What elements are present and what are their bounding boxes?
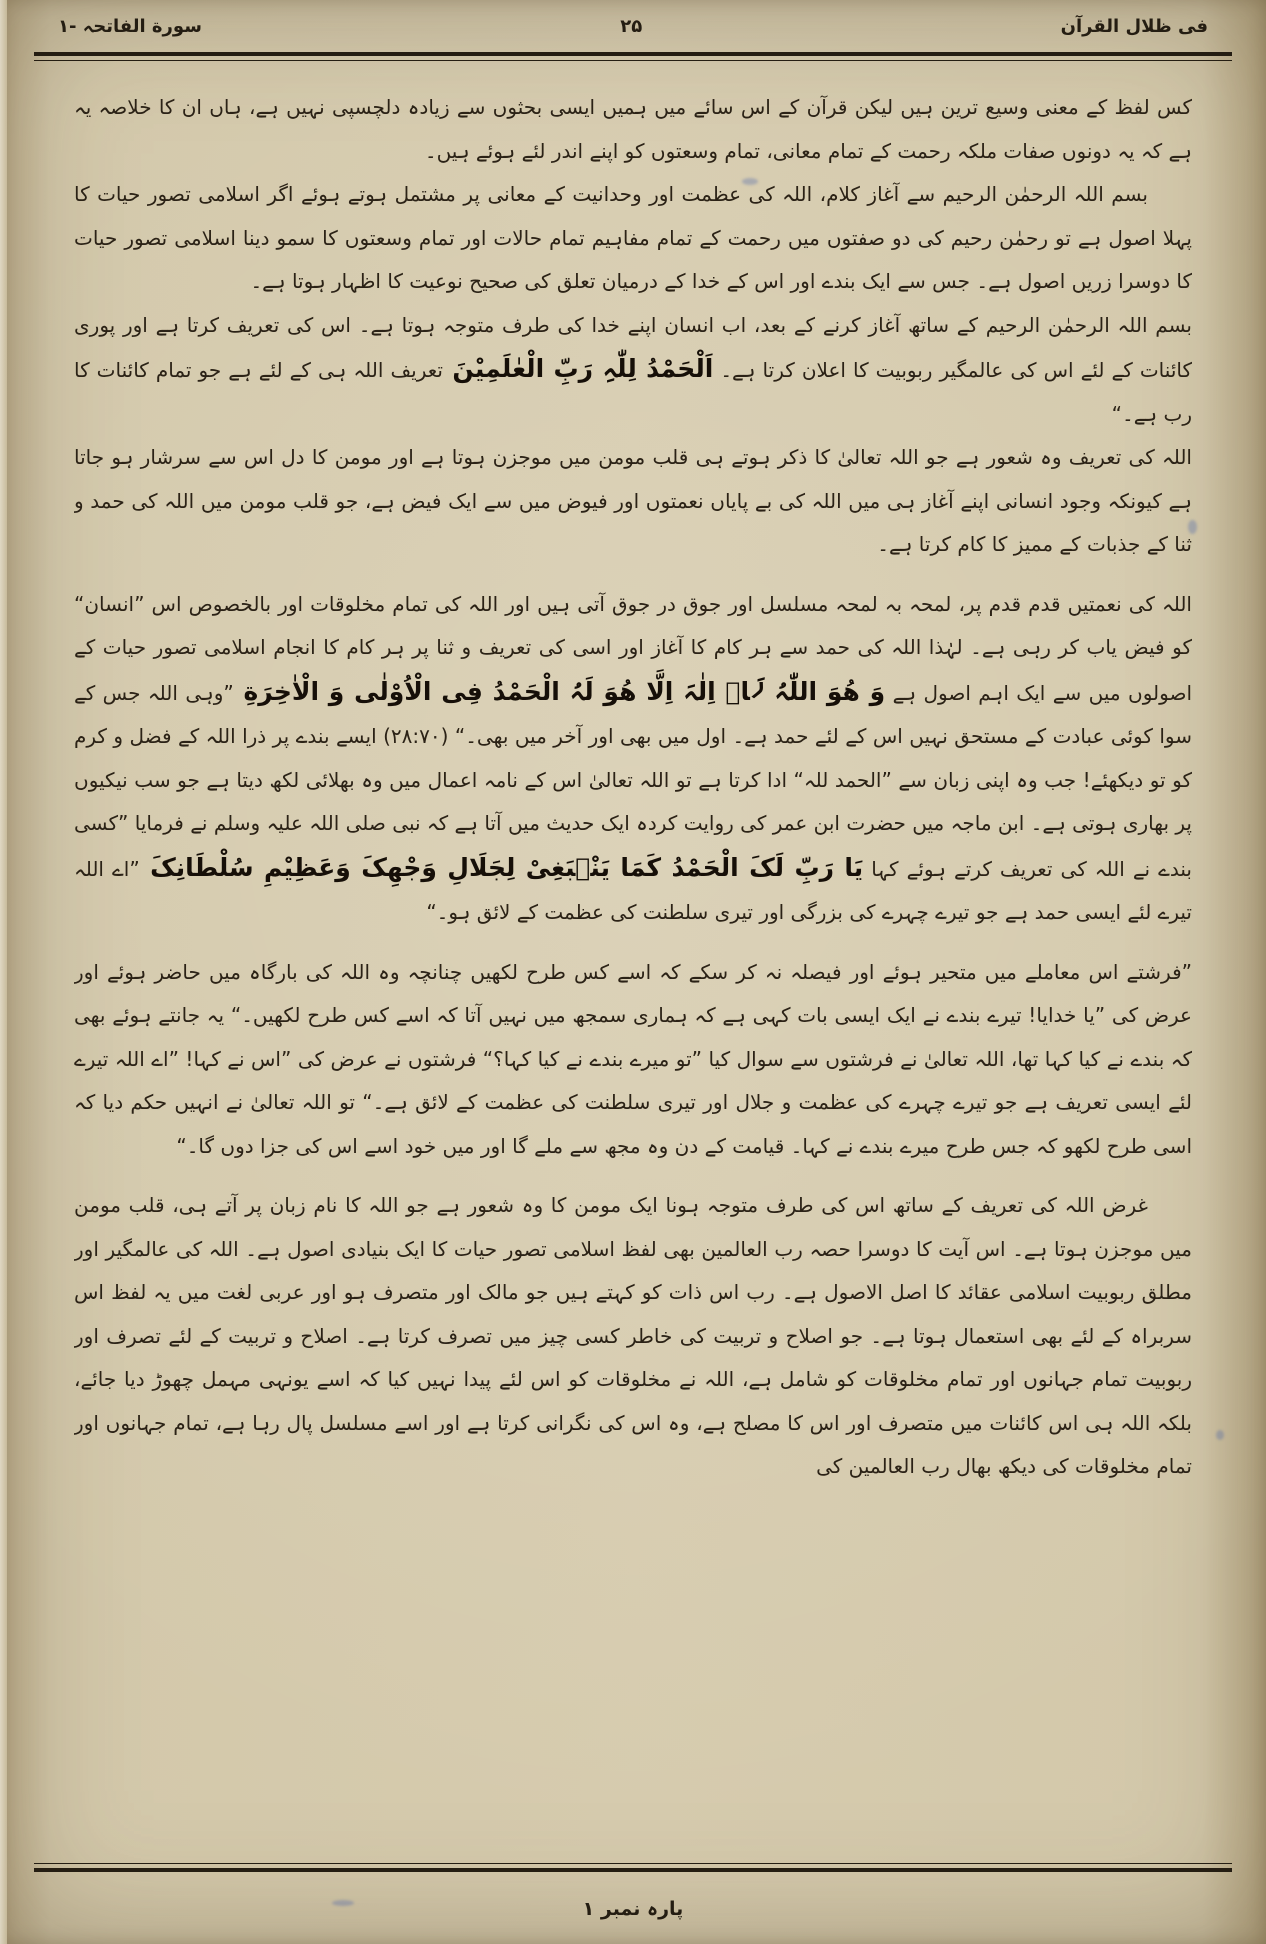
urdu-body-text: غرض اللہ کی تعریف کے ساتھ اس کی طرف متوجہ ہونا ایک مومن کا وہ شعور ہے جو اللہ کا نام زبان پر آتے ہی، قلب مومن میں موجزن ہوتا ہے۔ اس آیت کا دوسرا حصہ رب العالمین بھی لفظ اسلامی تصور حیات کا ایک بنیادی اصول ہے۔ اللہ کی عالمگیر اور مطلق ربوبیت اسلامی عقائد کا اصل الاصول ہے۔ رب اس ذات کو کہتے ہیں جو مالک اور متصرف ہو اور عربی لغت میں یہ لفظ اس سربراہ کے لئے بھی استعمال ہوتا ہے۔ جو اصلاح و تربیت کی خاطر کسی چیز میں تصرف کرتا ہے۔ اصلاح و تربیت کے لئے تصرف اور ربوبیت تمام جہانوں اور تمام مخلوقات کو شامل ہے، اللہ نے مخلوقات کو اس لئے پیدا نہیں کیا کہ اسے یونہی مہمل چھوڑ دیا جائے، بلکہ اللہ ہی اس کائنات میں متصرف اور اس کا مصلح ہے، وہ اس کی نگرانی کرتا ہے اور اسے مسلسل پال رہا ہے، تمام جہانوں اور تمام مخلوقات کی دیکھ بھال رب العالمین کی: [74, 1193, 1192, 1478]
body-text: [74, 86, 1192, 1848]
arabic-quote-text: وَ ھُوَ اللّٰہُ لَاۤ اِلٰہَ اِلَّا ھُوَ لَہُ الْحَمْدُ فِی الْاُوْلٰی وَ الْاٰخِرَةِ: [233, 676, 886, 706]
arabic-quote-text: یَا رَبِّ لَکَ الْحَمْدُ کَمَا یَنْۢبَغِیْ لِجَلَالِ وَجْھِکَ وَعَظِیْمِ سُلْطَانِکَ: [139, 852, 864, 882]
arabic-quote-text: اَلْحَمْدُ لِلّٰہِ رَبِّ الْعٰلَمِیْنَ: [443, 354, 714, 383]
scan-artifact: [742, 178, 758, 185]
scan-edge: [0, 0, 7, 1944]
header-page-number: ۲۵: [620, 16, 643, 37]
urdu-body-text: تعریف اللہ ہی کے لئے ہے جو تمام کائنات کا رب ہے۔“: [74, 358, 1192, 426]
footer-para-number: پارہ نمبر ۱: [582, 1898, 684, 1920]
urdu-body-text: ”اے اللہ تیرے لئے ایسی حمد ہے جو تیرے چہرے کی بزرگی اور تیری سلطنت کی عظمت کے لائق ہو۔“: [74, 856, 1192, 924]
scan-artifact: [1188, 520, 1197, 534]
paragraph: [74, 1184, 1192, 1489]
urdu-body-text: ”فرشتے اس معاملے میں متحیر ہوئے اور فیصلہ نہ کر سکے کہ اسے کس طرح لکھیں چنانچہ وہ اللہ کی بارگاہ میں حاضر ہوئے اور عرض کی ”یا خدایا! تیرے بندے نے ایک ایسی بات کہی ہے کہ ہماری سمجھ میں نہیں آتا کہ اسے کس طرح لکھیں۔“ یہ جانتے ہوئے بھی کہ بندے نے کیا کہا تھا، اللہ تعالیٰ نے فرشتوں سے سوال کیا ”تو میرے بندے نے کیا کہا؟“ فرشتوں نے عرض کی ”اس نے کہا! ”اے اللہ تیرے لئے ایسی تعریف ہے جو تیرے چہرے کی عظمت و جلال اور تیری سلطنت کی عظمت کے لائق ہے۔“ تو اللہ تعالیٰ نے انہیں حکم دیا کہ اسی طرح لکھو کہ جس طرح میرے بندے نے کہا۔ قیامت کے دن وہ مجھ سے ملے گا اور میں خود اسے اس کی جزا دوں گا۔“: [74, 959, 1192, 1158]
page-footer: [0, 1898, 1266, 1920]
header-book-title: فی ظلال القرآن: [1060, 16, 1208, 37]
urdu-body-text: کس لفظ کے معنی وسیع ترین ہیں لیکن قرآن کے اس سائے میں ہمیں ایسی بحثوں سے زیادہ دلچسپی نہیں ہے، ہاں ان کا خلاصہ یہ ہے کہ یہ دونوں صفات ملکہ رحمت کے تمام معانی، تمام وسعتوں کو اپنے اندر لئے ہوئے ہیں۔: [74, 95, 1192, 163]
footer-divider: [34, 1863, 1232, 1872]
paragraph: [74, 173, 1192, 304]
paragraph: [74, 436, 1192, 567]
paragraph: [74, 583, 1192, 935]
scan-artifact: [332, 1900, 354, 1906]
header-divider: [34, 52, 1232, 61]
urdu-body-text: اللہ کی تعریف وہ شعور ہے جو اللہ تعالیٰ کا ذکر ہوتے ہی قلب مومن میں موجزن ہوتا ہے اور مومن کا دل اس سے سرشار ہو جاتا ہے کیونکہ وجود انسانی اپنے آغاز ہی میں اللہ کی بے پایاں نعمتوں اور فیوض میں سے ایک فیض ہے، جو قلب مومن میں اللہ کی حمد و ثنا کے جذبات کے ممیز کا کام کرتا ہے۔: [74, 445, 1192, 556]
urdu-body-text: بسم اللہ الرحمٰن الرحیم سے آغاز کلام، اللہ کی عظمت اور وحدانیت کے معانی پر مشتمل ہوتے ہوئے اگر اسلامی تصور حیات کا پہلا اصول ہے تو رحمٰن رحیم کی دو صفتوں میں رحمت کے تمام مفاہیم تمام حالات اور تمام وسعتوں کا سمو دینا اسلامی تصور حیات کا دوسرا زریں اصول ہے۔ جس سے ایک بندے اور اس کے خدا کے درمیان تعلق کی صحیح نوعیت کا اظہار ہوتا ہے۔: [74, 182, 1192, 293]
urdu-body-text: بسم اللہ الرحمٰن الرحیم کے ساتھ آغاز کرنے کے بعد، اب انسان اپنے خدا کی طرف متوجہ ہوتا ہے۔ اس کی تعریف کرتا ہے اور پوری کائنات کے لئے اس کی عالمگیر ربوبیت کا اعلان کرتا ہے۔: [74, 312, 1192, 382]
paragraph: [74, 86, 1192, 173]
header-surah-title: سورة الفاتحہ -۱: [58, 16, 202, 37]
scan-artifact: [1216, 1430, 1224, 1440]
page-header: [58, 16, 1208, 37]
paragraph: [74, 951, 1192, 1169]
urdu-body-text: اللہ کی نعمتیں قدم قدم پر، لمحہ بہ لمحہ مسلسل اور جوق در جوق آتی ہیں اور اللہ کی تمام مخلوقات اور بالخصوص اس ”انسان“ کو فیض یاب کر رہی ہے۔ لہٰذا اللہ کی حمد سے ہر کام کا آغاز اور اسی کی تعریف و ثنا پر ہر کام کا انجام اسلامی تصور حیات کے اصولوں میں سے ایک اہم اصول ہے: [74, 591, 1192, 705]
paragraph: [74, 304, 1192, 437]
urdu-body-text: ”وہی اللہ جس کے سوا کوئی عبادت کے مستحق نہیں اس کے لئے حمد ہے۔ اول میں بھی اور آخر میں بھی۔“ (۲۸:۷۰) ایسے بندے پر ذرا اللہ کے فضل و کرم کو تو دیکھئے! جب وہ اپنی زبان سے ”الحمد للہ“ ادا کرتا ہے تو اللہ تعالیٰ اس کے نامہ اعمال میں وہ بھلائی لکھ دیتا ہے جو سب نیکیوں پر بھاری ہوتی ہے۔ ابن ماجہ میں حضرت ابن عمر کی روایت کردہ ایک حدیث میں آتا ہے کہ نبی صلی اللہ علیہ وسلم نے فرمایا ”کسی بندے نے اللہ کی تعریف کرتے ہوئے کہا: [74, 680, 1192, 881]
